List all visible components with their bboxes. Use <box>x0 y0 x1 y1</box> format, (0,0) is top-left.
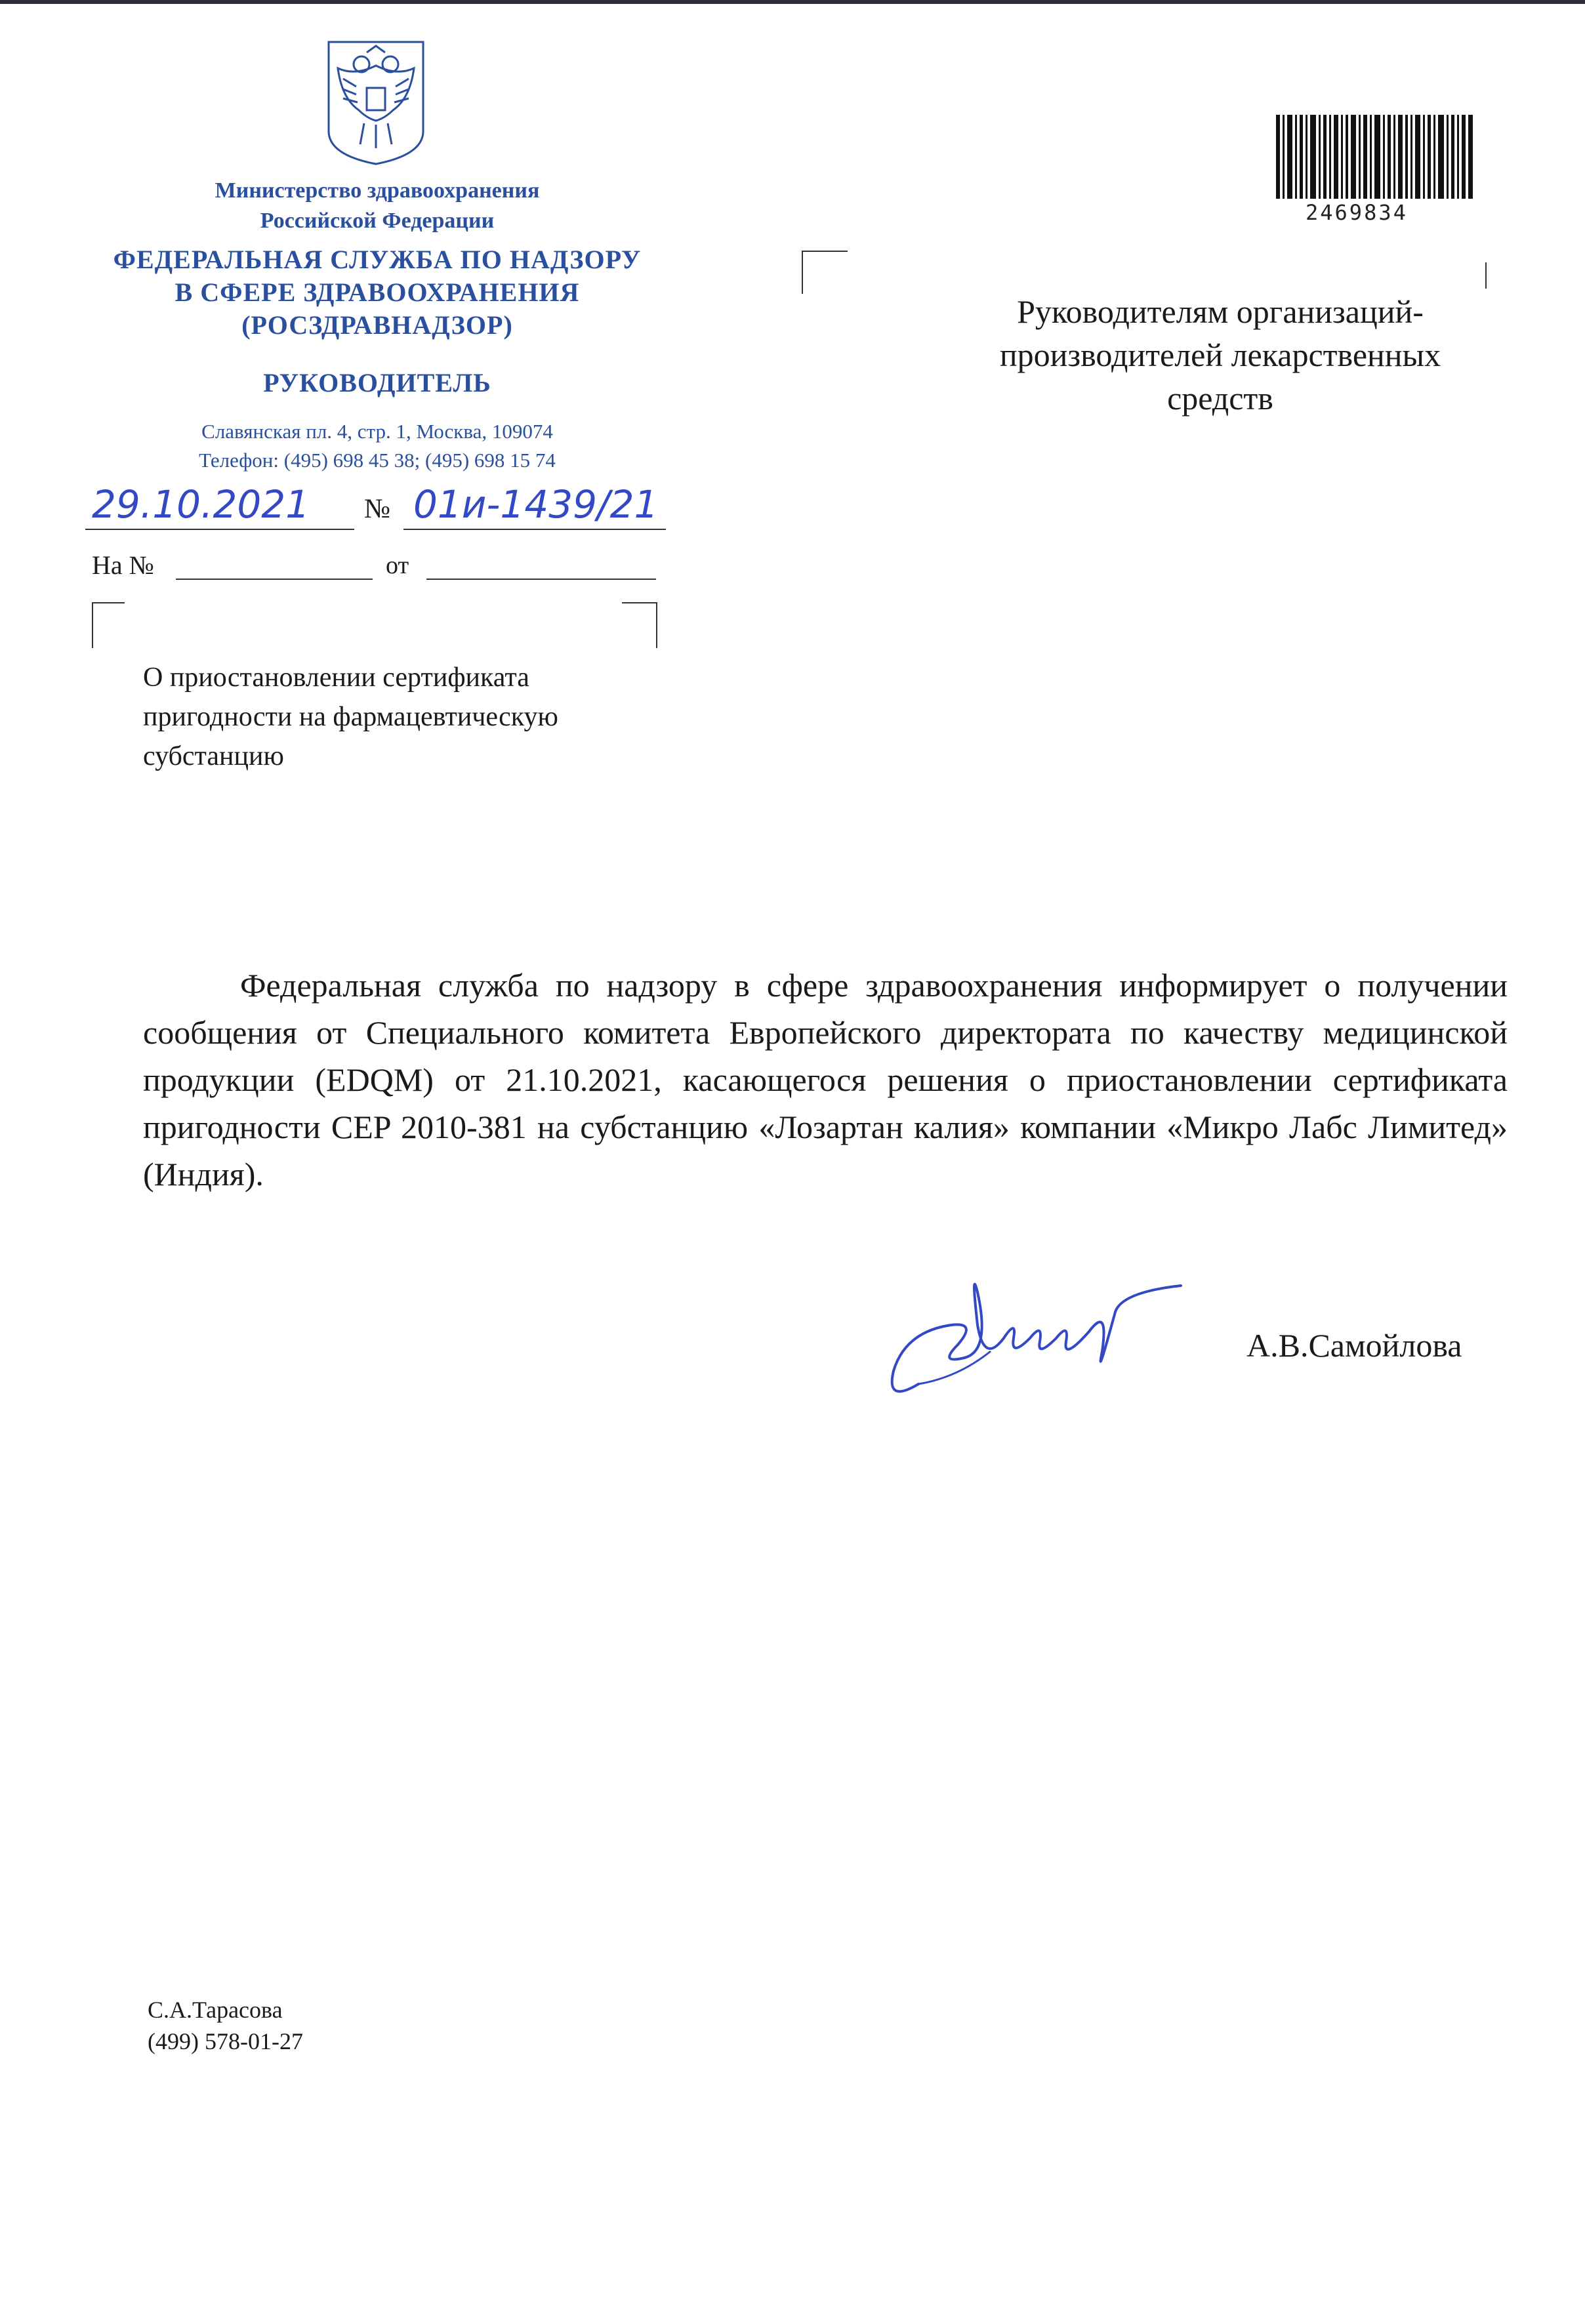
ministry-line-1: Министерство здравоохранения <box>215 178 540 203</box>
subject-line-3: субстанцию <box>143 741 284 771</box>
recipient-line-3: средств <box>1167 380 1273 417</box>
service-line-2: В СФЕРЕ ЗДРАВООХРАНЕНИЯ <box>175 277 580 307</box>
subject-bracket-right <box>622 602 657 648</box>
phone: Телефон: (495) 698 45 38; (495) 698 15 74 <box>199 449 556 472</box>
contact-name: С.А.Тарасова <box>148 1997 283 2023</box>
service-line-1: ФЕДЕРАЛЬНАЯ СЛУЖБА ПО НАДЗОРУ <box>113 245 642 274</box>
number-underline <box>403 529 666 530</box>
address: Славянская пл. 4, стр. 1, Москва, 109074 <box>201 420 553 443</box>
subject-line-2: пригодности на фармацевтическую <box>143 702 558 732</box>
subject-bracket-left <box>92 602 125 648</box>
reference-from-label: от <box>386 552 409 579</box>
position-title: РУКОВОДИТЕЛЬ <box>263 368 491 398</box>
subject-line-1: О приостановлении сертификата <box>143 663 529 693</box>
signer-name: А.В.Самойлова <box>1246 1327 1462 1364</box>
reference-label: На № <box>92 550 154 580</box>
reference-date-line <box>426 579 656 580</box>
recipient-bracket-left <box>802 251 848 294</box>
coat-of-arms-emblem-icon <box>323 39 428 167</box>
recipient-line-2: производителей лекарственных <box>999 336 1441 373</box>
scan-top-edge <box>0 0 1585 4</box>
service-line-3: (РОСЗДРАВНАДЗОР) <box>241 310 513 340</box>
handwritten-date: 29.10.2021 <box>92 482 310 527</box>
barcode-number: 2469834 <box>1306 200 1408 225</box>
number-sign: № <box>364 494 391 524</box>
letter-body <box>143 962 1508 1198</box>
contact-phone: (499) 578-01-27 <box>148 2028 303 2054</box>
recipient-line-1: Руководителям организаций- <box>1017 293 1424 330</box>
handwritten-signature <box>879 1253 1187 1410</box>
barcode-icon <box>1276 115 1473 199</box>
body-paragraph: Федеральная служба по надзору в сфере здравоохранения информирует о получении сообщения от Специального комитета Европейского директората по качеству медицинской продукции (EDQM) от 21.10.2021, касающегося решения о приостановлении сертификата пригодности CEP 2010-381 на субстанцию «Лозартан калия» компании «Микро Лабс Лимитед» (Индия). <box>143 967 1508 1193</box>
handwritten-number: 01и-1439/21 <box>413 482 659 527</box>
ministry-line-2: Российской Федерации <box>260 209 495 233</box>
reference-number-line <box>176 579 373 580</box>
recipient-bracket-right <box>1484 262 1487 289</box>
date-underline <box>85 529 354 530</box>
